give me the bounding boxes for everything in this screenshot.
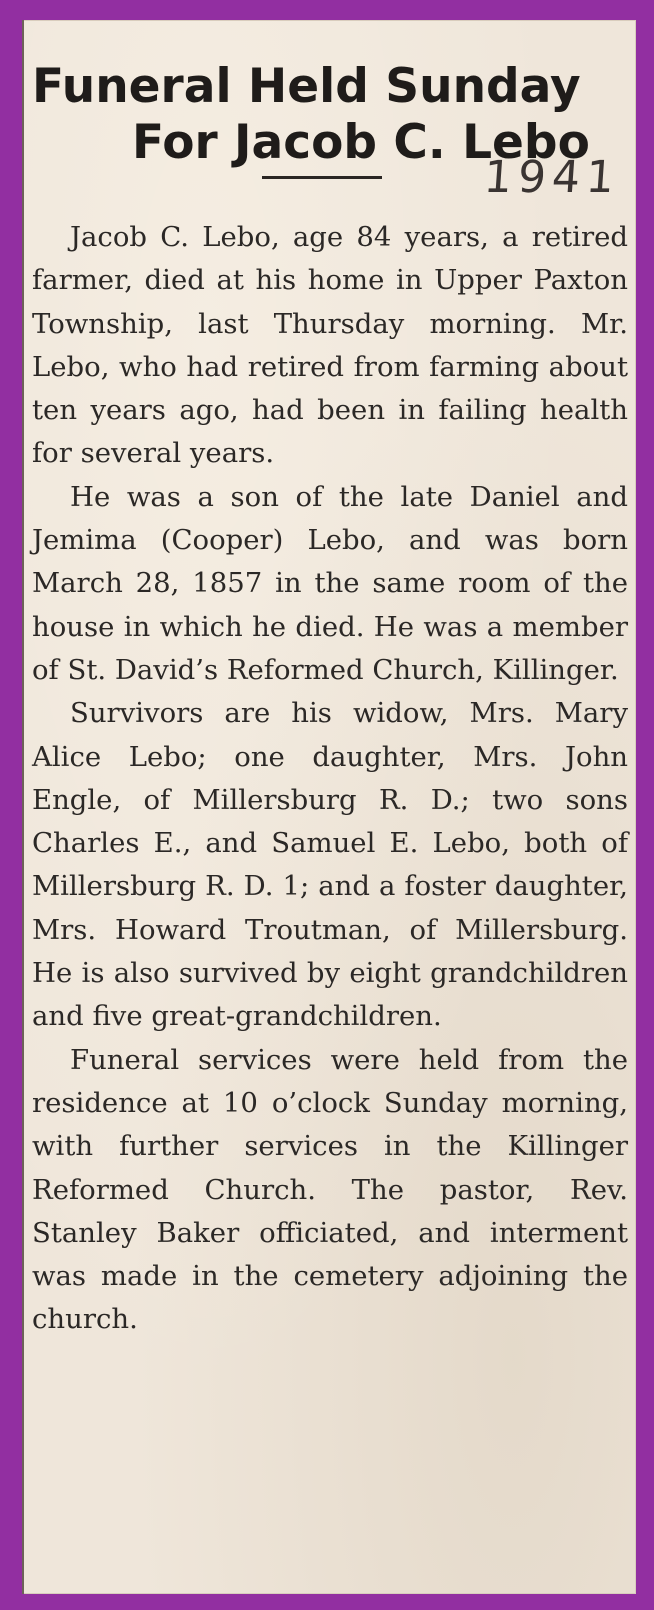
headline-divider <box>262 176 382 179</box>
paragraph-death-notice: Jacob C. Lebo, age 84 years, a retired farmer, died at his home in Upper Paxton Township, last Thursday morning. Mr. Lebo, who had retired from farming about ten years ago, had been in failing health for several years. <box>32 221 628 470</box>
newspaper-clipping <box>22 20 636 1594</box>
headline-line-2: For Jacob C. Lebo <box>132 115 590 171</box>
paragraph-family-background: He was a son of the late Daniel and Jemima (Cooper) Lebo, and was born March 28, 1857 in the same room of the house in which he died. He was a member of St. David’s Reformed Church, Killinger. <box>32 480 628 686</box>
handwritten-year-note: 1941 <box>482 152 622 203</box>
paragraph-funeral-services: Funeral services were held from the residence at 10 o’clock Sunday morning, with further services in the Killinger Reformed Church. The pastor, Rev. Stanley Baker officiated, and interment was made in the cemetery adjoining the church. <box>32 1043 628 1336</box>
paragraph-survivors: Survivors are his widow, Mrs. Mary Alice Lebo; one daughter, Mrs. John Engle, of Millersburg R. D.; two sons Charles E., and Samuel E. Lebo, both of Millersburg R. D. 1; and a foster daughter, Mrs. Howard Troutman, of Millersburg. He is also survived by eight grandchildren and five great-grandchildren. <box>32 697 628 1033</box>
headline-line-1: Funeral Held Sunday <box>32 59 581 115</box>
column-rule <box>22 20 24 1594</box>
article-body <box>32 216 628 1342</box>
